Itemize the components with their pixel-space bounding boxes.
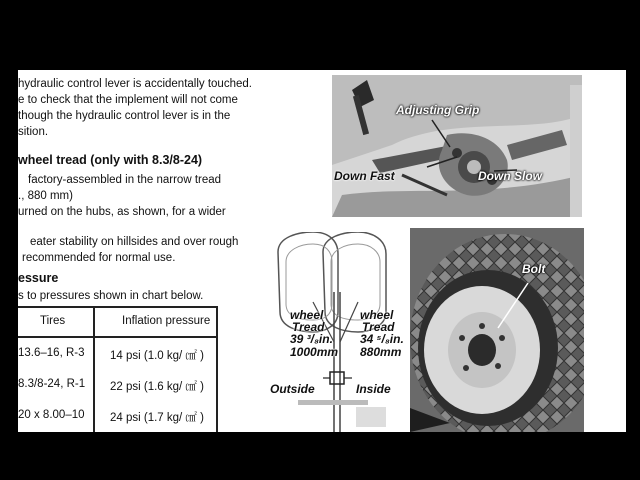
right-tread-mm: 880mm bbox=[360, 345, 402, 359]
table-header-pressure: Inflation pressure bbox=[122, 315, 211, 327]
table-header-tires: Tires bbox=[40, 315, 66, 327]
wheel-tread-diagram bbox=[268, 232, 403, 432]
pressure-intro: s to pressures shown in chart below. bbox=[18, 290, 204, 302]
pressure-heading: essure bbox=[18, 271, 59, 285]
section-heading: wheel tread (only with 8.3/8-24) bbox=[18, 153, 203, 167]
section-line: factory-assembled in the narrow tread bbox=[28, 174, 222, 186]
left-tread-label-1: wheel bbox=[290, 308, 324, 322]
outside-label: Outside bbox=[270, 382, 315, 396]
tire-pressure-table bbox=[18, 306, 218, 432]
wheel-bolt-photo bbox=[410, 228, 584, 432]
table-cell-pressure: 14 psi (1.0 kg/ ㎠ ) bbox=[110, 350, 204, 362]
right-tread-inches: 34 ⁵/₈in. bbox=[360, 332, 404, 346]
left-tread-inches: 39 ³/₈in. bbox=[290, 332, 333, 346]
section-line: eater stability on hillsides and over rough bbox=[30, 236, 239, 248]
section-line: recommended for normal use. bbox=[22, 252, 176, 264]
table-cell-tire: 20 x 8.00–10 bbox=[18, 409, 85, 421]
bolt-label: Bolt bbox=[522, 262, 546, 276]
text-line: though the hydraulic control lever is in the bbox=[18, 110, 231, 122]
down-fast-label: Down Fast bbox=[334, 169, 395, 183]
inside-label: Inside bbox=[356, 382, 391, 396]
right-tread-label-1: wheel bbox=[360, 308, 394, 322]
text-line: e to check that the implement will not come bbox=[18, 94, 238, 106]
left-tread-mm: 1000mm bbox=[290, 345, 339, 359]
table-cell-tire: 8.3/8-24, R-1 bbox=[18, 378, 86, 390]
left-tread-label-2: Tread bbox=[292, 320, 325, 334]
table-cell-pressure: 24 psi (1.7 kg/ ㎠ ) bbox=[110, 412, 204, 424]
text-line: hydraulic control lever is accidentally touched. bbox=[18, 78, 252, 90]
table-cell-tire: 13.6–16, R-3 bbox=[18, 347, 85, 359]
down-slow-label: Down Slow bbox=[478, 169, 542, 183]
table-cell-pressure: 22 psi (1.6 kg/ ㎠ ) bbox=[110, 381, 204, 393]
hydraulic-grip-photo bbox=[332, 75, 582, 217]
right-tread-label-2: Tread bbox=[362, 320, 395, 334]
manual-page bbox=[18, 70, 626, 432]
adjusting-grip-label: Adjusting Grip bbox=[396, 103, 480, 117]
section-line: ., 880 mm) bbox=[18, 190, 73, 202]
hydraulic-grip-illustration bbox=[332, 75, 582, 217]
section-line: urned on the hubs, as shown, for a wider bbox=[18, 206, 226, 218]
text-line: sition. bbox=[18, 126, 49, 138]
wheel-bolt-illustration bbox=[410, 228, 584, 432]
